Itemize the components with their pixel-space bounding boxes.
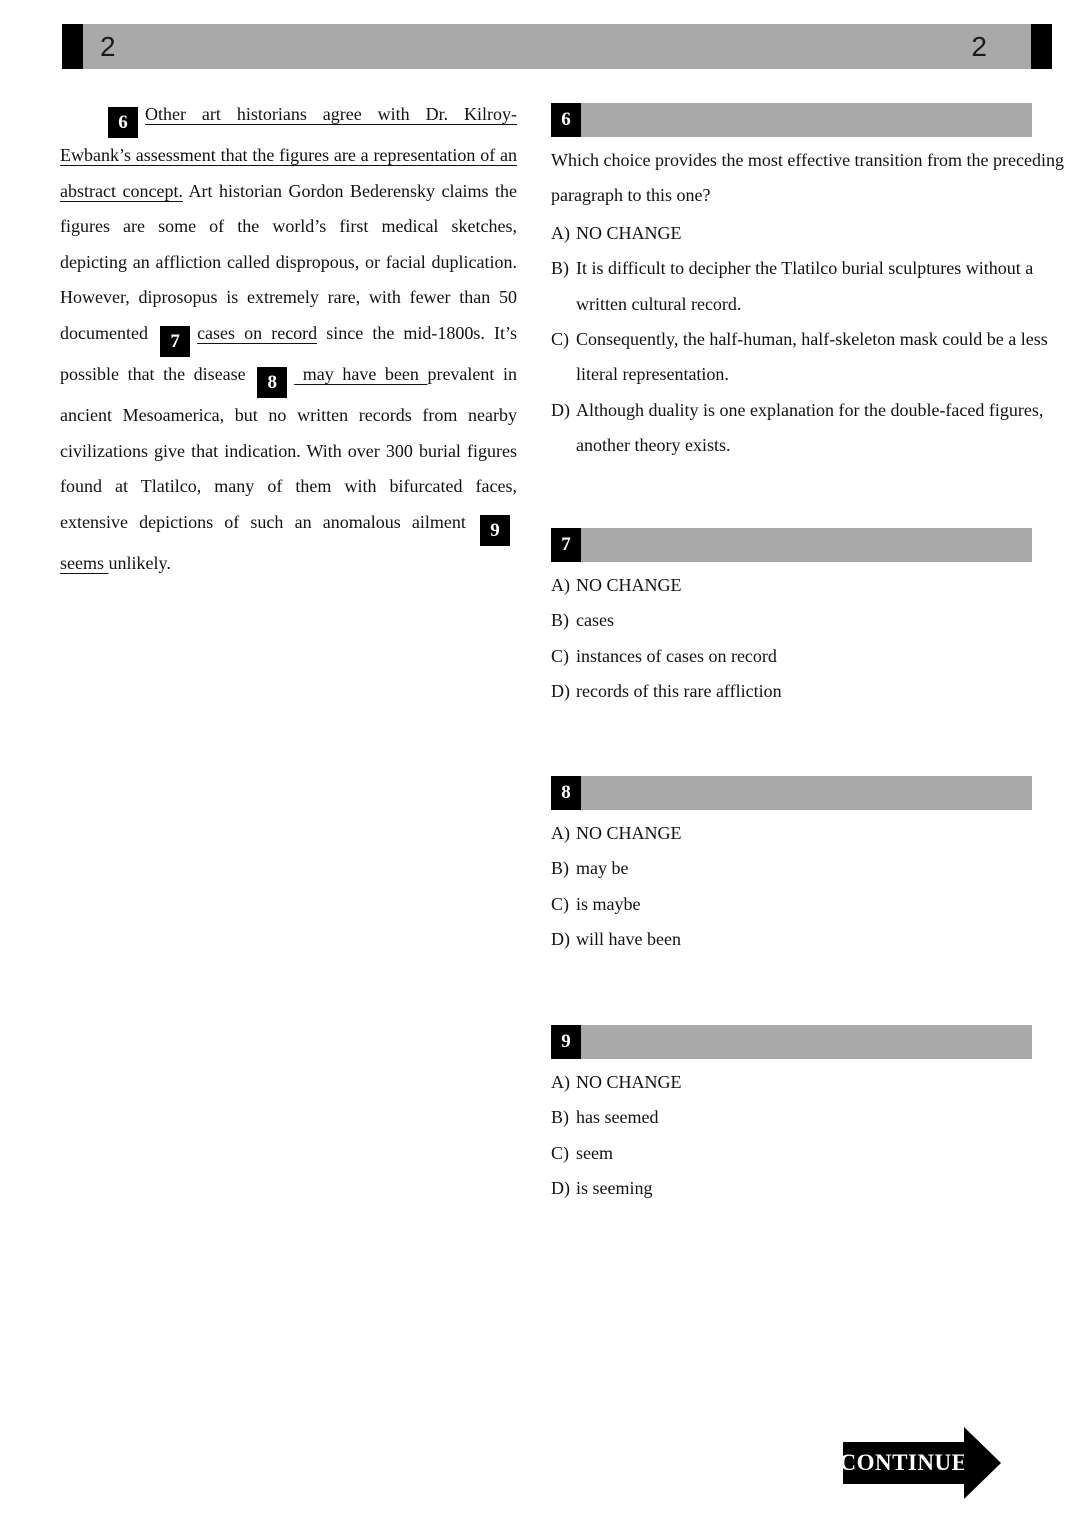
option-label: B) <box>551 858 569 879</box>
question-9-number-box: 9 <box>551 1025 581 1059</box>
continue-button[interactable] <box>839 1427 1001 1499</box>
option-label: A) <box>551 222 570 243</box>
passage-marker-6: 6 <box>108 107 138 138</box>
header-right-black-block <box>1031 24 1052 69</box>
option-label: A) <box>551 823 570 843</box>
option-text: NO CHANGE <box>576 222 682 243</box>
option-label: B) <box>551 610 569 631</box>
option-text: instances of cases on record <box>576 645 777 666</box>
option-text: It is difficult to decipher the Tlatilco burial sculptures without a written cultural record. <box>576 258 1034 314</box>
option-text: seem <box>576 1142 613 1163</box>
question-9-option-c[interactable] <box>551 1136 1072 1171</box>
question-9-option-d[interactable] <box>551 1171 1072 1206</box>
passage-underlined-segment-9: seems <box>60 552 109 573</box>
option-label: C) <box>551 645 569 666</box>
passage-column <box>60 97 517 581</box>
question-8-option-b[interactable] <box>551 851 1072 886</box>
option-label: A) <box>551 1072 570 1092</box>
option-label: B) <box>551 1107 569 1128</box>
continue-label: CONTINUE <box>843 1442 964 1484</box>
option-text: cases <box>576 610 614 631</box>
question-9-header-bar <box>551 1025 1032 1059</box>
option-label: C) <box>551 329 569 350</box>
question-9 <box>551 1025 1072 1207</box>
option-label: C) <box>551 893 569 914</box>
question-8-header-bar <box>551 776 1032 810</box>
question-8-body <box>551 816 1072 958</box>
option-text: NO CHANGE <box>576 575 682 595</box>
question-8-option-c[interactable] <box>551 887 1072 922</box>
question-7-number-box: 7 <box>551 528 581 562</box>
option-label: A) <box>551 575 570 595</box>
header-middle <box>83 24 1031 69</box>
passage-marker-9: 9 <box>480 515 510 546</box>
option-text: has seemed <box>576 1107 659 1128</box>
question-7 <box>551 528 1072 710</box>
option-label: D) <box>551 399 570 420</box>
question-7-option-c[interactable] <box>551 639 1072 674</box>
passage-underlined-segment-8: may have been <box>294 363 428 384</box>
option-label: B) <box>551 258 569 279</box>
option-text: records of this rare affliction <box>576 681 782 702</box>
option-text: is seeming <box>576 1178 653 1199</box>
question-6-number-box: 6 <box>551 103 581 137</box>
option-text: may be <box>576 858 629 879</box>
question-8 <box>551 776 1072 958</box>
question-6 <box>551 103 1072 464</box>
question-7-option-b[interactable] <box>551 603 1072 638</box>
passage-text-segment: prevalent in ancient Mesoamerica, but no written records from nearby civilizations give that indication. With over 300 burial figures found at Tlatilco, many of them with bifurcated faces, extensive depictions of such an anomalous ailment <box>60 363 517 532</box>
question-8-option-a[interactable] <box>551 816 1072 851</box>
question-9-option-b[interactable] <box>551 1100 1072 1135</box>
page-number-right: 2 <box>971 30 987 62</box>
question-6-header-bar <box>551 103 1032 137</box>
question-7-option-d[interactable] <box>551 674 1072 709</box>
question-7-body <box>551 568 1072 710</box>
passage-marker-7: 7 <box>160 326 190 357</box>
passage-underlined-segment-6: Other art historians agree with Dr. Kilroy-Ewbank’s assessment that the figures are a representation of an abstract concept. <box>60 104 517 201</box>
option-text: Although duality is one explanation for the double-faced figures, another theory exists. <box>576 399 1044 456</box>
question-9-body <box>551 1065 1072 1207</box>
option-label: C) <box>551 1142 569 1163</box>
option-text: Consequently, the half-human, half-skeleton mask could be a less literal representation. <box>576 329 1048 385</box>
question-8-option-d[interactable] <box>551 922 1072 957</box>
question-6-body <box>551 143 1072 464</box>
question-7-option-a[interactable] <box>551 568 1072 603</box>
passage-text-segment: Art historian Gordon Bederensky claims the figures are some of the world’s first medical sketches, depicting an affliction called dispropous, or facial duplication. However, diprosopus is extremely rare, with fewer than 50 documented <box>60 180 518 343</box>
option-text: will have been <box>576 929 681 950</box>
arrow-right-icon <box>964 1427 1001 1499</box>
question-7-header-bar <box>551 528 1032 562</box>
question-8-number-box: 8 <box>551 776 581 810</box>
question-6-option-c[interactable] <box>551 322 1072 393</box>
question-6-prompt: Which choice provides the most effective transition from the preceding paragraph to this one? <box>551 150 1064 206</box>
passage-text-segment: unlikely. <box>108 552 171 573</box>
header-left-black-block <box>62 24 83 69</box>
option-text: is maybe <box>576 893 641 914</box>
option-label: D) <box>551 929 570 950</box>
question-6-option-a[interactable] <box>551 216 1072 251</box>
page-number-left: 2 <box>100 30 116 62</box>
question-6-option-b[interactable] <box>551 251 1072 322</box>
question-9-option-a[interactable] <box>551 1065 1072 1100</box>
option-text: NO CHANGE <box>576 1072 682 1092</box>
option-label: D) <box>551 1178 570 1199</box>
option-label: D) <box>551 681 570 702</box>
option-text: NO CHANGE <box>576 823 682 843</box>
section-header-bar <box>62 24 1052 69</box>
passage-paragraph <box>60 97 517 581</box>
passage-text-segment: since the mid-1800s. It’s possible that the disease <box>60 322 517 384</box>
passage-marker-8: 8 <box>257 367 287 398</box>
passage-underlined-segment-7: cases on record <box>197 322 318 343</box>
question-6-option-d[interactable] <box>551 393 1072 464</box>
